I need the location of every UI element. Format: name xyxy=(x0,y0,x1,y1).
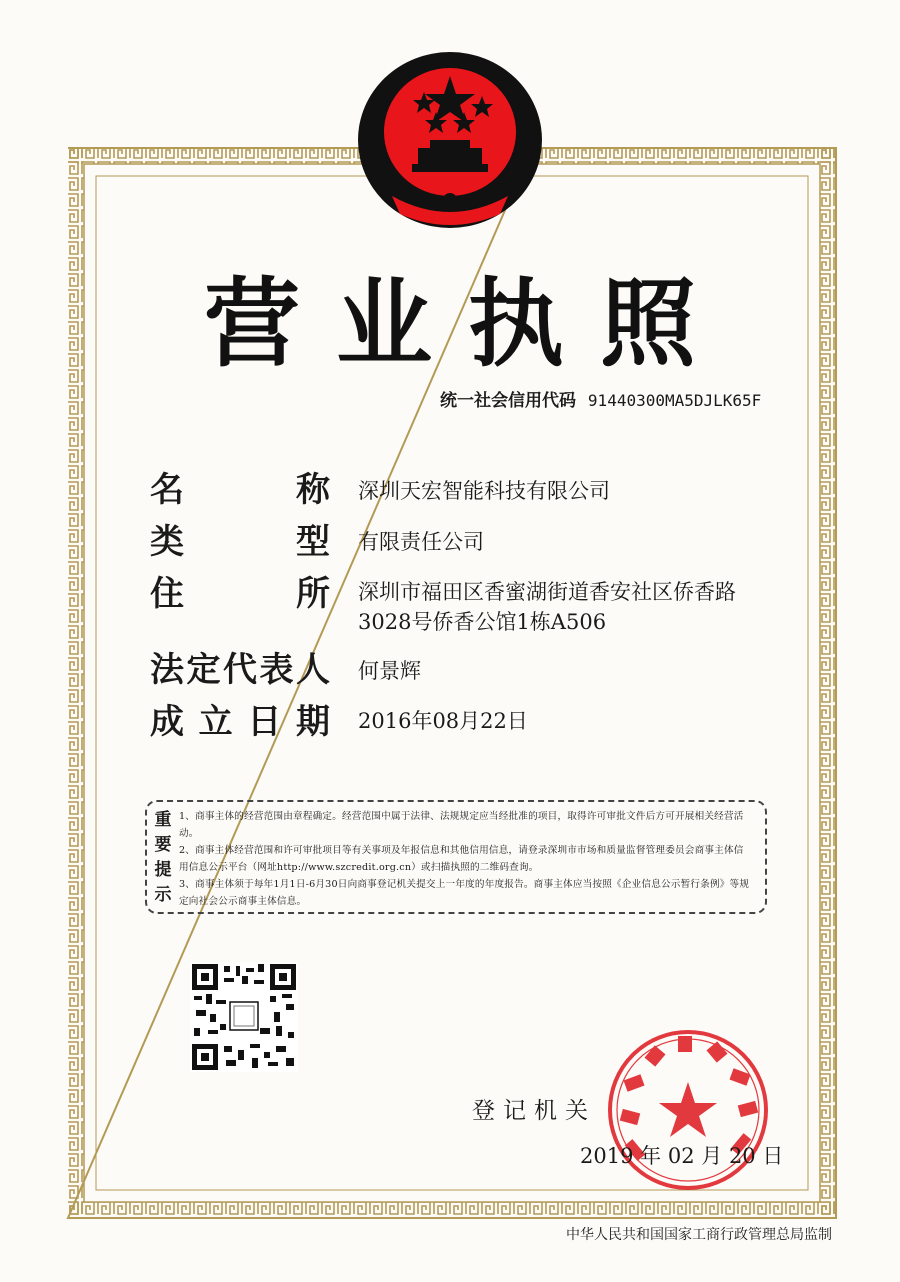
notice-item: 3、商事主体须于每年1月1日-6月30日向商事登记机关提交上一年度的年度报告。商事主体应当按照《企业信息公示暂行条例》等规定向社会公示商事主体信息。 xyxy=(179,879,750,907)
national-emblem-icon xyxy=(358,52,542,228)
qr-code-icon[interactable] xyxy=(190,962,298,1072)
field-label-established: 成 立 日 期 xyxy=(150,702,330,742)
field-label-name: 名 称 xyxy=(150,470,330,510)
notice-item: 2、商事主体经营范围和许可审批项目等有关事项及年报信息和其他信用信息，请登录深圳市市场和质量监督管理委员会商事主体信用信息公示平台（网址http://www.szcredit.org.cn）或扫描执照的二维码查询。 xyxy=(179,845,744,873)
field-label-legal-rep: 法 定 代 表 人 xyxy=(150,650,330,690)
field-value-legal-rep: 何景辉 xyxy=(358,659,421,683)
page-title: 营业执照 xyxy=(204,268,732,380)
field-value-established: 2016年08月22日 xyxy=(358,709,528,733)
credit-code-label: 统一社会信用代码 xyxy=(440,391,576,411)
important-notice-box xyxy=(145,800,767,914)
notice-heading: 重 要 提 示 xyxy=(154,810,172,905)
notice-body xyxy=(179,808,753,910)
credit-code-row xyxy=(440,386,761,411)
issue-date: 2019 年 02 月 20 日 xyxy=(580,1144,784,1168)
field-label-type: 类 型 xyxy=(150,522,330,562)
footer-supervision-note: 中华人民共和国国家工商行政管理总局监制 xyxy=(566,1227,832,1243)
credit-code-value: 91440300MA5DJLK65F xyxy=(587,391,762,410)
field-value-name: 深圳天宏智能科技有限公司 xyxy=(358,479,610,503)
field-value-address-line2: 3028号侨香公馆1栋A506 xyxy=(358,610,607,634)
field-value-type: 有限责任公司 xyxy=(358,530,484,554)
issuer-label: 登记机关 xyxy=(472,1098,596,1124)
field-label-address: 住 所 xyxy=(150,574,330,614)
notice-item: 1、商事主体的经营范围由章程确定。经营范围中属于法律、法规规定应当经批准的项目，取得许可审批文件后方可开展相关经营活动。 xyxy=(179,811,744,839)
field-value-address-line1: 深圳市福田区香蜜湖街道香安社区侨香路 xyxy=(358,580,736,604)
